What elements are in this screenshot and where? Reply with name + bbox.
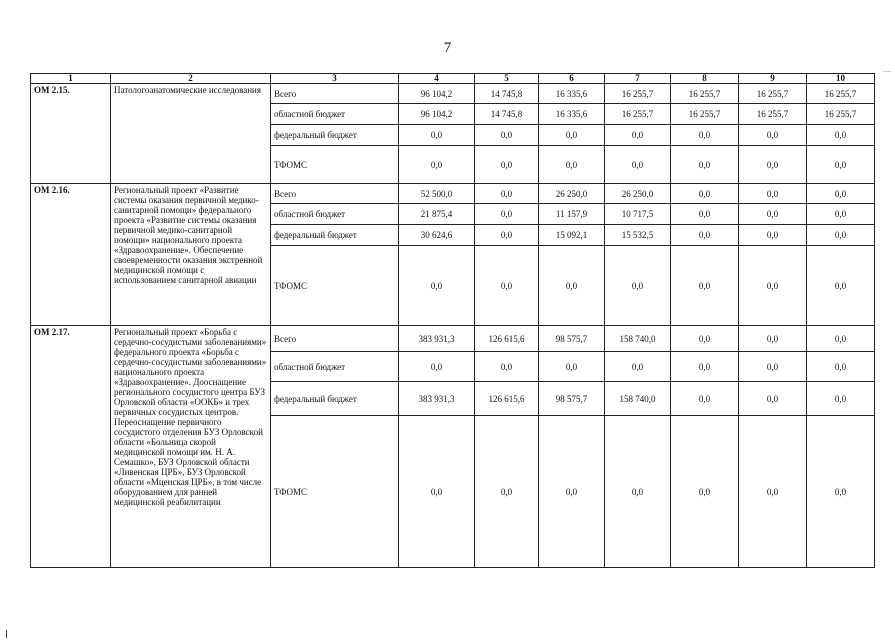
amount-cell: 0,0 xyxy=(671,146,739,184)
table-row xyxy=(31,84,875,104)
amount-cell: 0,0 xyxy=(671,416,739,568)
amount-cell: 0,0 xyxy=(671,204,739,225)
amount-cell: 0,0 xyxy=(739,225,807,246)
amount-cell: 0,0 xyxy=(671,382,739,416)
amount-cell: 383 931,3 xyxy=(399,382,475,416)
funding-source: федеральный бюджет xyxy=(271,125,399,146)
header-cell: 4 xyxy=(399,74,475,84)
amount-cell: 126 615,6 xyxy=(475,326,539,352)
header-cell: 1 xyxy=(31,74,111,84)
amount-cell: 0,0 xyxy=(475,204,539,225)
amount-cell: 16 335,6 xyxy=(539,84,605,104)
budget-table xyxy=(30,73,875,568)
amount-cell: 0,0 xyxy=(475,225,539,246)
amount-cell: 98 575,7 xyxy=(539,326,605,352)
amount-cell: 21 875,4 xyxy=(399,204,475,225)
amount-cell: 0,0 xyxy=(475,125,539,146)
measure-name: Региональный проект «Борьба с сердечно-сосудистыми заболеваниями» федерального проекта «Борьба с сердечно-сосудистыми заболеваниями» национального проекта «Здравоохранение». Дооснащение регионального сосудистого центра БУЗ Орловской области «ООКБ» и трех первичных сосудистых центров. Переоснащение первичного сосудистого отделения БУЗ Орловской области «Больница скорой медицинской помощи им. Н. А. Семашко», БУЗ Орловской области «Ливенская ЦРБ», БУЗ Орловской области «Мценская ЦРБ», в том числе оборудованием для ранней медицинской реабилитации xyxy=(111,326,271,568)
amount-cell: 0,0 xyxy=(539,246,605,326)
amount-cell: 0,0 xyxy=(671,352,739,382)
amount-cell: 0,0 xyxy=(739,125,807,146)
amount-cell: 0,0 xyxy=(539,146,605,184)
funding-source: областной бюджет xyxy=(271,204,399,225)
amount-cell: 10 717,5 xyxy=(605,204,671,225)
amount-cell: 96 104,2 xyxy=(399,84,475,104)
header-cell: 9 xyxy=(739,74,807,84)
amount-cell: 16 255,7 xyxy=(671,104,739,125)
amount-cell: 16 255,7 xyxy=(605,84,671,104)
header-cell: 8 xyxy=(671,74,739,84)
amount-cell: 16 255,7 xyxy=(807,104,875,125)
amount-cell: 26 250,0 xyxy=(605,184,671,204)
amount-cell: 15 532,5 xyxy=(605,225,671,246)
measure-code: ОМ 2.15. xyxy=(31,84,111,184)
funding-source: федеральный бюджет xyxy=(271,382,399,416)
amount-cell: 0,0 xyxy=(807,352,875,382)
amount-cell: 16 255,7 xyxy=(739,104,807,125)
amount-cell: 0,0 xyxy=(739,382,807,416)
funding-source: Всего xyxy=(271,84,399,104)
amount-cell: 0,0 xyxy=(671,326,739,352)
amount-cell: 0,0 xyxy=(739,352,807,382)
amount-cell: 0,0 xyxy=(671,184,739,204)
funding-source: федеральный бюджет xyxy=(271,225,399,246)
header-cell: 3 xyxy=(271,74,399,84)
measure-name: Патологоанатомические исследования xyxy=(111,84,271,184)
amount-cell: 15 092,1 xyxy=(539,225,605,246)
header-cell: 2 xyxy=(111,74,271,84)
header-cell: 5 xyxy=(475,74,539,84)
funding-source: ТФОМС xyxy=(271,146,399,184)
amount-cell: 0,0 xyxy=(807,225,875,246)
amount-cell: 0,0 xyxy=(399,246,475,326)
table-row xyxy=(31,326,875,352)
amount-cell: 0,0 xyxy=(605,125,671,146)
amount-cell: 0,0 xyxy=(605,416,671,568)
amount-cell: 0,0 xyxy=(807,416,875,568)
amount-cell: 0,0 xyxy=(807,326,875,352)
amount-cell: 0,0 xyxy=(475,416,539,568)
amount-cell: 16 255,7 xyxy=(671,84,739,104)
amount-cell: 383 931,3 xyxy=(399,326,475,352)
amount-cell: 0,0 xyxy=(539,352,605,382)
amount-cell: 16 255,7 xyxy=(807,84,875,104)
amount-cell: 0,0 xyxy=(539,416,605,568)
amount-cell: 0,0 xyxy=(399,146,475,184)
measure-name: Региональный проект «Развитие системы оказания первичной медико-санитарной помощи» федерального проекта «Развитие системы оказания первичной медико-санитарной помощи» национального проекта «Здравоохранение». Обеспечение своевременности оказания экстренной медицинской помощи с использованием санитарной авиации xyxy=(111,184,271,326)
amount-cell: 0,0 xyxy=(807,146,875,184)
amount-cell: 0,0 xyxy=(605,146,671,184)
amount-cell: 0,0 xyxy=(807,382,875,416)
amount-cell: 98 575,7 xyxy=(539,382,605,416)
amount-cell: 0,0 xyxy=(605,352,671,382)
funding-source: ТФОМС xyxy=(271,416,399,568)
amount-cell: 26 250,0 xyxy=(539,184,605,204)
amount-cell: 0,0 xyxy=(605,246,671,326)
amount-cell: 0,0 xyxy=(739,146,807,184)
amount-cell: 0,0 xyxy=(739,204,807,225)
amount-cell: 0,0 xyxy=(475,146,539,184)
header-cell: 7 xyxy=(605,74,671,84)
amount-cell: 96 104,2 xyxy=(399,104,475,125)
header-row xyxy=(31,74,875,84)
amount-cell: 14 745,8 xyxy=(475,84,539,104)
amount-cell: 0,0 xyxy=(671,246,739,326)
amount-cell: 0,0 xyxy=(399,416,475,568)
amount-cell: 158 740,0 xyxy=(605,326,671,352)
amount-cell: 0,0 xyxy=(399,352,475,382)
table-row xyxy=(31,184,875,204)
funding-source: Всего xyxy=(271,184,399,204)
amount-cell: 0,0 xyxy=(739,246,807,326)
measure-code: ОМ 2.17. xyxy=(31,326,111,568)
amount-cell: 0,0 xyxy=(739,184,807,204)
page-number: 7 xyxy=(443,40,452,56)
funding-source: ТФОМС xyxy=(271,246,399,326)
amount-cell: 0,0 xyxy=(807,125,875,146)
amount-cell: 0,0 xyxy=(475,352,539,382)
amount-cell: 16 255,7 xyxy=(605,104,671,125)
header-cell: 6 xyxy=(539,74,605,84)
scan-corner-mark xyxy=(6,630,7,638)
amount-cell: 14 745,8 xyxy=(475,104,539,125)
funding-source: Всего xyxy=(271,326,399,352)
amount-cell: 0,0 xyxy=(399,125,475,146)
header-cell: 10 xyxy=(807,74,875,84)
amount-cell: 16 255,7 xyxy=(739,84,807,104)
amount-cell: 0,0 xyxy=(539,125,605,146)
amount-cell: 0,0 xyxy=(671,225,739,246)
amount-cell: 0,0 xyxy=(739,416,807,568)
amount-cell: 0,0 xyxy=(807,246,875,326)
measure-code: ОМ 2.16. xyxy=(31,184,111,326)
amount-cell: 0,0 xyxy=(671,125,739,146)
amount-cell: 52 500,0 xyxy=(399,184,475,204)
amount-cell: 0,0 xyxy=(739,326,807,352)
funding-source: областной бюджет xyxy=(271,104,399,125)
amount-cell: 158 740,0 xyxy=(605,382,671,416)
amount-cell: 126 615,6 xyxy=(475,382,539,416)
amount-cell: 0,0 xyxy=(475,184,539,204)
amount-cell: 30 624,6 xyxy=(399,225,475,246)
amount-cell: 0,0 xyxy=(475,246,539,326)
funding-source: областной бюджет xyxy=(271,352,399,382)
amount-cell: 0,0 xyxy=(807,184,875,204)
amount-cell: 11 157,9 xyxy=(539,204,605,225)
margin-scan-mark: — xyxy=(883,66,891,75)
amount-cell: 0,0 xyxy=(807,204,875,225)
amount-cell: 16 335,6 xyxy=(539,104,605,125)
